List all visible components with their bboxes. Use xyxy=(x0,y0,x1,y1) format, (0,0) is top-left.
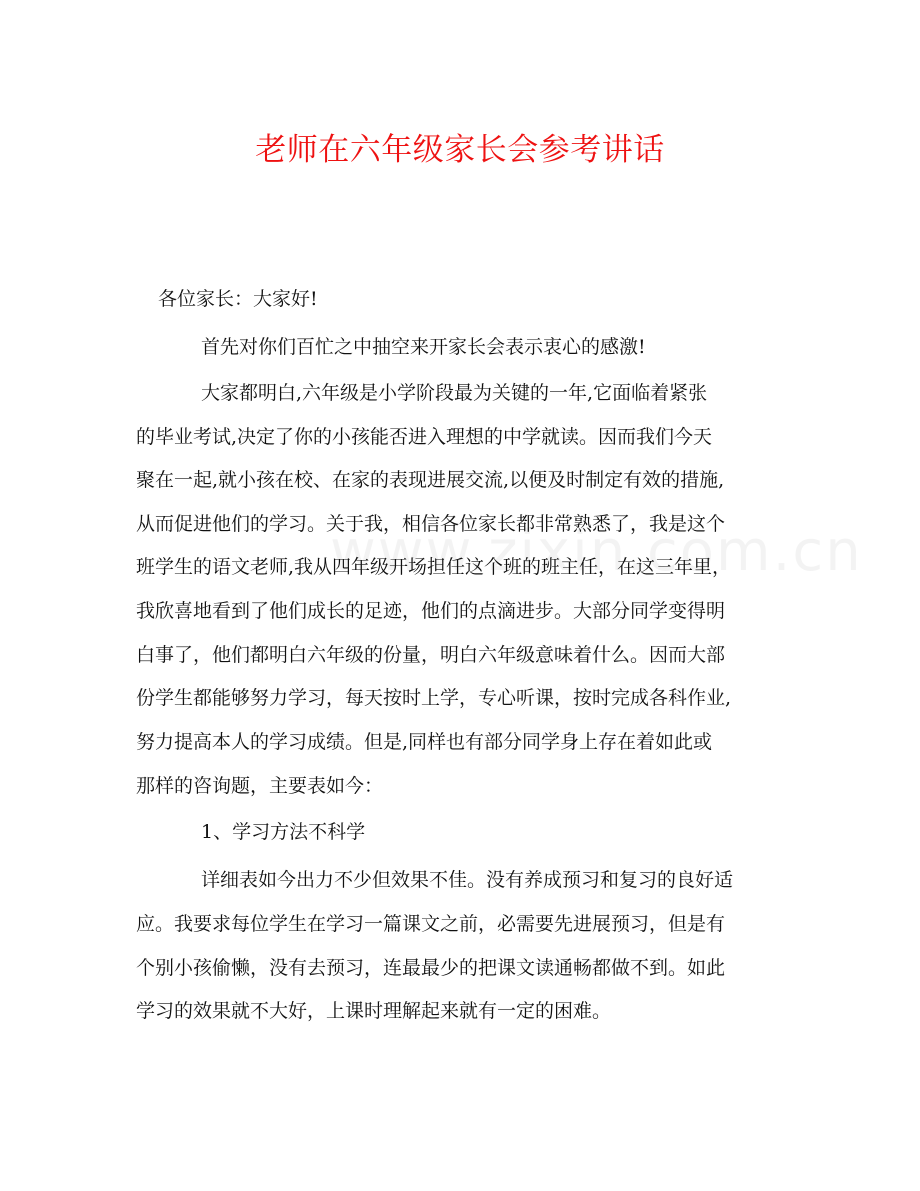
paragraph-2-line-2: 的毕业考试,决定了你的小孩能否进入理想的中学就读。因而我们今天 xyxy=(136,426,713,448)
paragraph-2-line-4: 从而促进他们的学习。关于我，相信各位家长都非常熟悉了，我是这个 xyxy=(136,513,726,535)
paragraph-2-line-3: 聚在一起,就小孩在校、在家的表现进展交流,以便及时制定有效的措施, xyxy=(136,469,725,491)
section-heading-1: 1、学习方法不科学 xyxy=(201,821,366,843)
paragraph-2-line-9: 努力提高本人的学习成绩。但是,同样也有部分同学身上存在着如此或 xyxy=(136,731,713,753)
paragraph-2-line-1: 大家都明白,六年级是小学阶段最为关键的一年,它面临着紧张 xyxy=(201,382,708,404)
paragraph-2-line-5: 班学生的语文老师,我从四年级开场担任这个班的班主任，在这三年里， xyxy=(136,556,732,578)
document-title: 老师在六年级家长会参考讲话 xyxy=(255,132,665,168)
paragraph-3-line-1: 详细表如今出力不少但效果不佳。没有养成预习和复习的良好适 xyxy=(201,869,734,891)
paragraph-3-line-2: 应。我要求每位学生在学习一篇课文之前，必需要先进展预习，但是有 xyxy=(136,913,726,935)
paragraph-2-line-8: 份学生都能够努力学习，每天按时上学，专心听课，按时完成各科作业, xyxy=(136,687,732,709)
paragraph-2-line-10: 那样的咨询题，主要表如今： xyxy=(136,775,384,797)
paragraph-2-line-6: 我欣喜地看到了他们成长的足迹，他们的点滴进步。大部分同学变得明 xyxy=(136,600,726,622)
paragraph-3-line-3: 个别小孩偷懒，没有去预习，连最最少的把课文读通畅都做不到。如此 xyxy=(136,957,726,979)
greeting-line: 各位家长：大家好! xyxy=(158,288,318,310)
paragraph-3-line-4: 学习的效果就不大好，上课时理解起来就有一定的困难。 xyxy=(136,1000,612,1022)
paragraph-2-line-7: 白事了，他们都明白六年级的份量，明白六年级意味着什么。因而大部 xyxy=(136,644,726,666)
paragraph-1: 首先对你们百忙之中抽空来开家长会表示衷心的感激! xyxy=(201,336,646,358)
